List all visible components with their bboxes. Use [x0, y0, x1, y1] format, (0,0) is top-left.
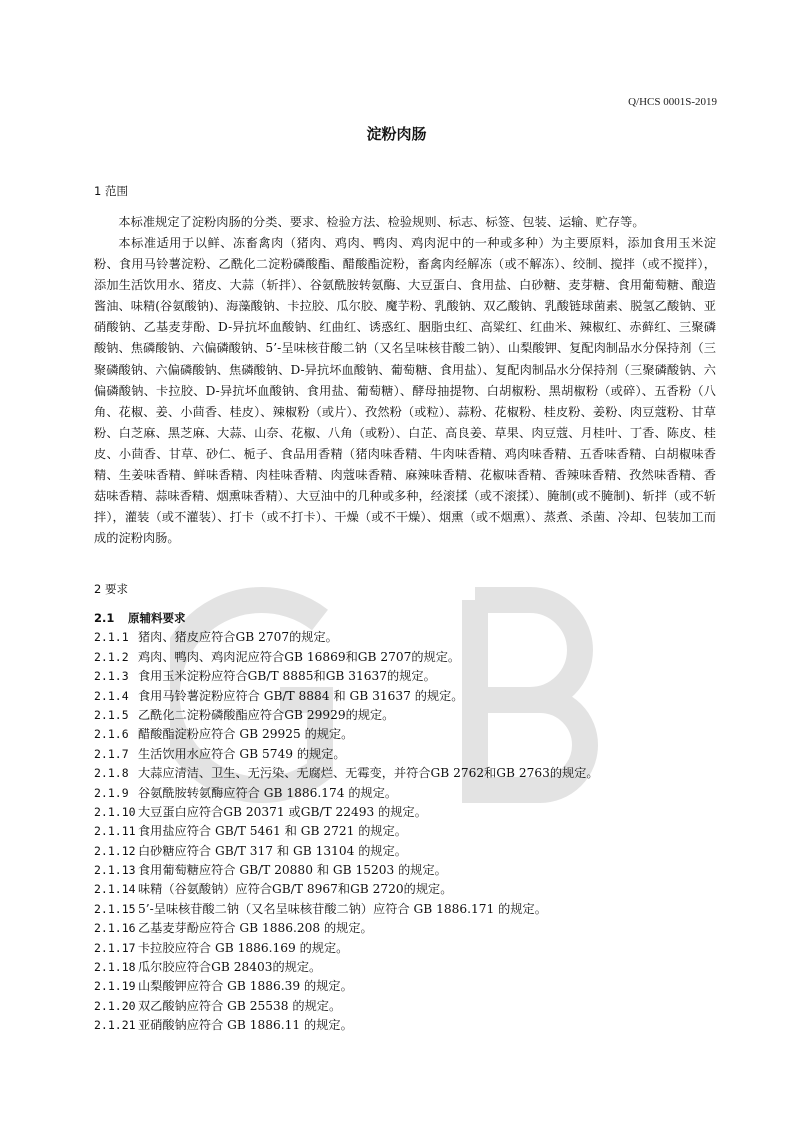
requirements-list: [94, 609, 734, 1036]
clause-text: 亚硝酸钠应符合 GB 1886.11 的规定。: [138, 1018, 353, 1033]
clause-number: 2.1.16: [94, 921, 136, 936]
list-item: [94, 745, 734, 764]
clause-number: 2.1.19: [94, 979, 136, 994]
list-item: [94, 939, 734, 958]
clause-text: 醋酸酯淀粉应符合 GB 29925 的规定。: [138, 727, 354, 742]
clause-text: 大蒜应清洁、卫生、无污染、无腐烂、无霉变，并符合GB 2762和GB 2763的规定。: [138, 766, 599, 781]
list-item: [94, 706, 734, 725]
clause-number: 2.1.5: [94, 707, 129, 722]
clause-number: 2.1.18: [94, 960, 136, 975]
list-item: [94, 997, 734, 1016]
list-item: [94, 725, 734, 744]
clause-number: 2.1.12: [94, 843, 136, 858]
document-number: Q/HCS 0001S-2019: [628, 96, 717, 108]
clause-number: 2.1.10: [94, 804, 136, 819]
list-item: [94, 900, 734, 919]
list-item: [94, 958, 734, 977]
clause-text: 猪肉、猪皮应符合GB 2707的规定。: [138, 630, 338, 645]
clause-text: 味精（谷氨酸钠）应符合GB/T 8967和GB 2720的规定。: [138, 882, 453, 897]
clause-number: 2.1.9: [94, 785, 129, 800]
clause-text: 原辅料要求: [128, 611, 186, 625]
clause-text: 卡拉胶应符合 GB 1886.169 的规定。: [138, 940, 349, 955]
clause-text: 乙酰化二淀粉磷酸酯应符合GB 29929的规定。: [138, 707, 395, 722]
clause-text: 食用玉米淀粉应符合GB/T 8885和GB 31637的规定。: [138, 669, 436, 684]
list-item: [94, 687, 734, 706]
list-item: [94, 648, 734, 667]
clause-number: 2.1.11: [94, 824, 136, 839]
clause-number: 2.1: [94, 611, 115, 625]
clause-text: 鸡肉、鸭肉、鸡肉泥应符合GB 16869和GB 2707的规定。: [138, 649, 461, 664]
clause-number: 2.1.7: [94, 746, 129, 761]
clause-number: 2.1.6: [94, 727, 129, 742]
list-item: [94, 880, 734, 899]
clause-text: 生活饮用水应符合 GB 5749 的规定。: [138, 746, 346, 761]
clause-text: 白砂糖应符合 GB/T 317 和 GB 13104 的规定。: [138, 843, 407, 858]
clause-number: 2.1.3: [94, 669, 129, 684]
clause-text: 瓜尔胶应符合GB 28403的规定。: [138, 960, 322, 975]
clause-text: 谷氨酰胺转氨酶应符合 GB 1886.174 的规定。: [138, 785, 398, 800]
document-title: 淀粉肉肠: [366, 125, 427, 143]
clause-number: 2.1.13: [94, 863, 136, 878]
clause-number: 2.1.21: [94, 1018, 136, 1033]
scope-paragraph-2: 本标准适用于以鲜、冻畜禽肉（猪肉、鸡肉、鸭肉、鸡肉泥中的一种或多种）为主要原料，添加食用玉米淀粉、食用马铃薯淀粉、乙酰化二淀粉磷酸酯、醋酸酯淀粉，畜禽肉经解冻（或不解冻）、绞制、搅拌（或不搅拌），添加生活饮用水、猪皮、大蒜（斩拌）、谷氨酰胺转氨酶、大豆蛋白、食用盐、白砂糖、麦芽糖、食用葡萄糖、酿造酱油、味精(谷氨酸钠)、海藻酸钠、卡拉胶、瓜尔胶、魔芋粉、乳酸钠、双乙酸钠、乳酸链球菌素、脱氢乙酸钠、亚硝酸钠、乙基麦芽酚、D-异抗坏血酸钠、红曲红、诱惑红、胭脂虫红、高粱红、红曲米、辣椒红、赤藓红、三聚磷酸钠、焦磷酸钠、六偏磷酸钠、5’-呈味核苷酸二钠（又名呈味核苷酸二钠）、山梨酸钾、复配肉制品水分保持剂（三聚磷酸钠、六偏磷酸钠、焦磷酸钠、D-异抗坏血酸钠、葡萄糖、食用盐）、复配肉制品水分保持剂（三聚磷酸钠、六偏磷酸钠、卡拉胶、D-异抗坏血酸钠、食用盐、葡萄糖）、酵母抽提物、白胡椒粉、黑胡椒粉（或碎）、五香粉（八角、花椒、姜、小茴香、桂皮）、辣椒粉（或片）、孜然粉（或粒）、蒜粉、花椒粉、桂皮粉、姜粉、肉豆蔻粉、甘草粉、白芝麻、黑芝麻、大蒜、山奈、花椒、八角（或粉）、白芷、高良姜、草果、肉豆蔻、月桂叶、丁香、陈皮、桂皮、小茴香、甘草、砂仁、栀子、食品用香精（猪肉味香精、牛肉味香精、鸡肉味香精、五香味香精、白胡椒味香精、生姜味香精、鲜味香精、肉桂味香精、肉蔻味香精、麻辣味香精、花椒味香精、香辣味香精、孜然味香精、香菇味香精、蒜味香精、烟熏味香精）、大豆油中的几种或多种，经滚揉（或不滚揉）、腌制(或不腌制)、斩拌（或不斩拌），灌装（或不灌装）、打卡（或不打卡）、干燥（或不干燥）、烟熏（或不烟熏）、蒸煮、杀菌、冷却、包装加工而成的淀粉肉肠。: [94, 236, 716, 546]
list-item: [94, 784, 734, 803]
section-heading-requirements: 2 要求: [94, 582, 128, 596]
list-item: [94, 803, 734, 822]
list-item: [94, 609, 734, 628]
clause-number: 2.1.8: [94, 766, 129, 781]
list-item: [94, 822, 734, 841]
scope-paragraph-1: 本标准规定了淀粉肉肠的分类、要求、检验方法、检验规则、标志、标签、包装、运输、贮存等。: [118, 215, 645, 229]
list-item: [94, 628, 734, 647]
list-item: [94, 842, 734, 861]
clause-number: 2.1.1: [94, 630, 129, 645]
clause-text: 双乙酸钠应符合 GB 25538 的规定。: [138, 998, 342, 1013]
clause-text: 大豆蛋白应符合GB 20371 或GB/T 22493 的规定。: [138, 804, 427, 819]
clause-text: 食用葡萄糖应符合 GB/T 20880 和 GB 15203 的规定。: [138, 863, 447, 878]
clause-number: 2.1.17: [94, 940, 136, 955]
clause-text: 5’-呈味核苷酸二钠（又名呈味核苷酸二钠）应符合 GB 1886.171 的规定。: [138, 901, 547, 916]
clause-text: 食用盐应符合 GB/T 5461 和 GB 2721 的规定。: [138, 824, 407, 839]
clause-number: 2.1.20: [94, 998, 136, 1013]
list-item: [94, 764, 734, 783]
clause-number: 2.1.2: [94, 649, 129, 664]
clause-text: 食用马铃薯淀粉应符合 GB/T 8884 和 GB 31637 的规定。: [138, 688, 464, 703]
clause-text: 乙基麦芽酚应符合 GB 1886.208 的规定。: [138, 921, 373, 936]
list-item: [94, 919, 734, 938]
list-item: [94, 667, 734, 686]
clause-number: 2.1.14: [94, 882, 136, 897]
clause-text: 山梨酸钾应符合 GB 1886.39 的规定。: [138, 979, 353, 994]
list-item: [94, 977, 734, 996]
list-item: [94, 1016, 734, 1035]
list-item: [94, 861, 734, 880]
clause-number: 2.1.15: [94, 901, 136, 916]
clause-number: 2.1.4: [94, 688, 129, 703]
section-heading-scope: 1 范围: [94, 184, 128, 198]
